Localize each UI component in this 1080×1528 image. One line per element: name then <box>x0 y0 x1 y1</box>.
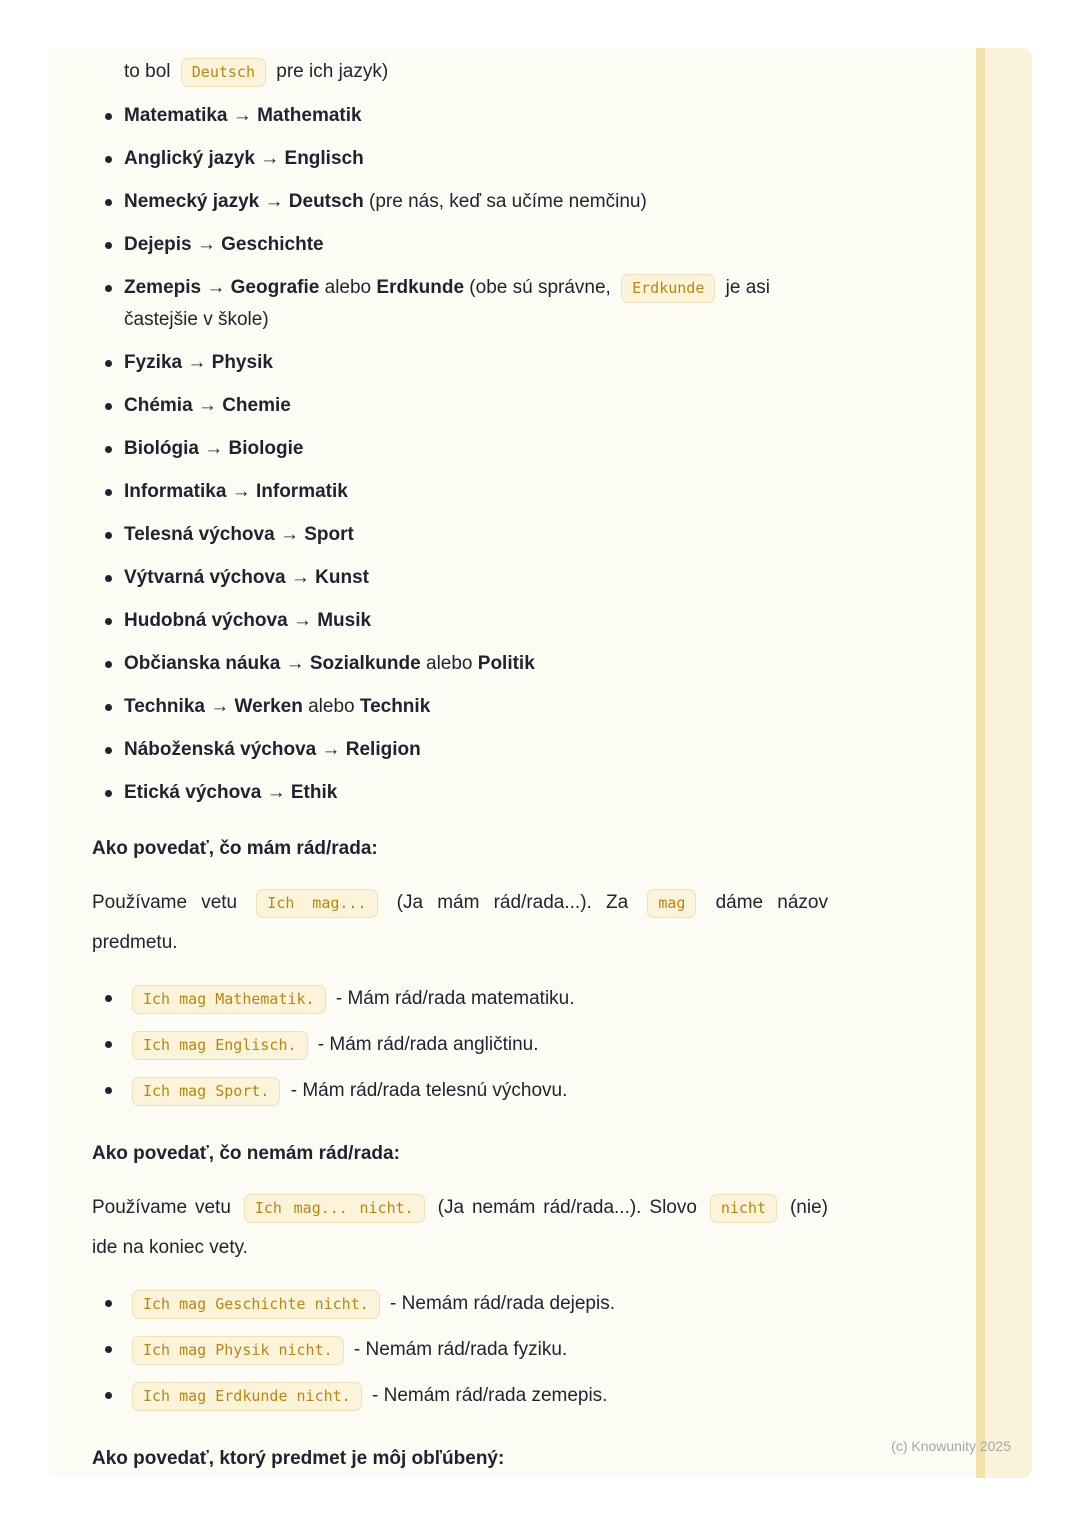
subject-list-item <box>92 433 828 465</box>
subject-list-item <box>92 100 828 132</box>
text-run: - Mám rád/rada angličtinu. <box>312 1034 539 1055</box>
bold-term: Deutsch <box>288 191 364 212</box>
inline-code-chip: Deutsch <box>181 58 266 87</box>
bold-term: Fyzika <box>124 352 183 373</box>
text-run: → <box>204 696 235 717</box>
text-run: (nie) ide na koniec vety. <box>92 1197 828 1258</box>
bold-term: Englisch <box>284 148 364 169</box>
section-paragraph <box>92 883 828 962</box>
bold-term: Informatika <box>124 481 227 502</box>
example-sentences-list <box>92 976 828 1114</box>
subject-list-item <box>92 229 828 261</box>
document-page-card <box>48 48 1032 1478</box>
copyright-watermark: (c) Knowunity 2025 <box>891 1438 1011 1454</box>
text-run: → <box>182 352 212 373</box>
bold-term: Sport <box>304 524 354 545</box>
text-run: pre ich jazyk) <box>270 61 389 82</box>
text-run: - Mám rád/rada matematiku. <box>330 988 575 1009</box>
text-run: → <box>316 739 346 760</box>
text-run: → <box>191 234 222 255</box>
bold-term: Telesná výchova <box>124 524 275 545</box>
example-list-item <box>92 1373 828 1419</box>
bold-term: Mathematik <box>257 105 362 126</box>
bold-term: Technika <box>124 696 205 717</box>
subject-list-item <box>92 347 828 379</box>
text-run: dáme názov predmetu. <box>92 892 828 953</box>
bold-term: Technik <box>359 696 431 717</box>
bold-term: Hudobná výchova <box>124 610 288 631</box>
bold-term: Chémia <box>124 395 193 416</box>
text-run: (Ja mám rád/rada...). Za <box>382 892 643 913</box>
bold-term: Kunst <box>315 567 369 588</box>
text-run: → <box>201 277 231 298</box>
inline-code-chip: Ich mag Mathematik. <box>132 985 326 1014</box>
inline-code-chip: Ich mag Geschichte nicht. <box>132 1290 380 1319</box>
bold-term: Občianska náuka <box>124 653 281 674</box>
inline-code-chip: Erdkunde <box>621 274 715 303</box>
section-favorite <box>92 1443 828 1475</box>
bold-term: Nemecký jazyk <box>124 191 260 212</box>
section-heading: Ako povedať, ktorý predmet je môj obľúbený: <box>92 1448 505 1469</box>
bold-term: Musik <box>317 610 372 631</box>
bold-term: Matematika <box>124 105 228 126</box>
subject-list-item <box>92 777 828 809</box>
text-run: Používame vetu <box>92 892 252 913</box>
subject-list-item <box>92 605 828 637</box>
text-run: - Nemám rád/rada dejepis. <box>384 1293 615 1314</box>
text-run: → <box>227 105 258 126</box>
bold-term: Informatik <box>255 481 348 502</box>
bold-term: Erdkunde <box>376 277 465 298</box>
bold-term: Biologie <box>228 438 304 459</box>
bold-term: Geschichte <box>221 234 324 255</box>
bold-term: Geografie <box>230 277 320 298</box>
text-run: (obe sú správne, <box>464 277 617 298</box>
bold-term: Výtvarná výchova <box>124 567 286 588</box>
document-content <box>92 56 828 1475</box>
example-sentences-list <box>92 1281 828 1419</box>
text-run: - Nemám rád/rada zemepis. <box>366 1385 608 1406</box>
text-run: - Mám rád/rada telesnú výchovu. <box>285 1080 568 1101</box>
subject-list-item <box>92 519 828 551</box>
inline-code-chip: Ich mag Physik nicht. <box>132 1336 344 1365</box>
text-run: alebo <box>319 277 377 298</box>
text-run: → <box>198 438 229 459</box>
inline-code-chip: Ich mag Erdkunde nicht. <box>132 1382 362 1411</box>
bold-term: Biológia <box>124 438 199 459</box>
text-run: Používame vetu <box>92 1197 239 1218</box>
bold-term: Sozialkunde <box>309 653 421 674</box>
subject-list-item <box>92 390 828 422</box>
section-dislike <box>92 1138 828 1419</box>
bold-term: Chemie <box>222 395 291 416</box>
section-like <box>92 833 828 1114</box>
subjects-list <box>92 100 828 809</box>
bold-term: Physik <box>211 352 273 373</box>
example-list-item <box>92 1068 828 1114</box>
text-run: - Nemám rád/rada fyziku. <box>348 1339 568 1360</box>
example-list-item <box>92 1022 828 1068</box>
text-run: → <box>226 481 256 502</box>
bold-term: Dejepis <box>124 234 192 255</box>
intro-continuation-line <box>124 56 828 88</box>
subject-list-item <box>92 562 828 594</box>
text-run: → <box>192 395 223 416</box>
bold-term: Werken <box>234 696 303 717</box>
text-run: je asi častejšie v škole) <box>124 277 771 330</box>
text-run: → <box>280 653 310 674</box>
example-list-item <box>92 976 828 1022</box>
subject-list-item <box>92 476 828 508</box>
bold-term: Etická výchova <box>124 782 262 803</box>
text-run: → <box>261 782 291 803</box>
text-run: → <box>287 610 318 631</box>
text-run: → <box>274 524 305 545</box>
text-run: → <box>259 191 289 212</box>
bold-term: Religion <box>345 739 421 760</box>
bold-term: Anglický jazyk <box>124 148 255 169</box>
text-run: → <box>254 148 285 169</box>
inline-code-chip: Ich mag Sport. <box>132 1077 280 1106</box>
text-run: to bol <box>124 61 176 82</box>
text-run: (Ja nemám rád/rada...). Slovo <box>429 1197 705 1218</box>
subject-list-item <box>92 186 828 218</box>
subject-list-item <box>92 272 828 336</box>
inline-code-chip: Ich mag... nicht. <box>244 1194 425 1223</box>
highlight-stripe <box>976 48 1032 1478</box>
inline-code-chip: mag <box>647 889 696 918</box>
text-run: alebo <box>302 696 360 717</box>
section-paragraph <box>92 1188 828 1267</box>
bold-term: Zemepis <box>124 277 202 298</box>
text-run: (pre nás, keď sa učíme nemčinu) <box>363 191 647 212</box>
inline-code-chip: Ich mag... <box>256 889 377 918</box>
subject-list-item <box>92 691 828 723</box>
section-heading: Ako povedať, čo nemám rád/rada: <box>92 1143 400 1164</box>
inline-code-chip: nicht <box>710 1194 777 1223</box>
text-run: alebo <box>420 653 478 674</box>
example-list-item <box>92 1327 828 1373</box>
text-run: → <box>285 567 316 588</box>
subject-list-item <box>92 143 828 175</box>
bold-term: Ethik <box>290 782 338 803</box>
subject-list-item <box>92 734 828 766</box>
inline-code-chip: Ich mag Englisch. <box>132 1031 308 1060</box>
bold-term: Politik <box>477 653 535 674</box>
bold-term: Náboženská výchova <box>124 739 317 760</box>
subject-list-item <box>92 648 828 680</box>
section-heading: Ako povedať, čo mám rád/rada: <box>92 838 378 859</box>
example-list-item <box>92 1281 828 1327</box>
